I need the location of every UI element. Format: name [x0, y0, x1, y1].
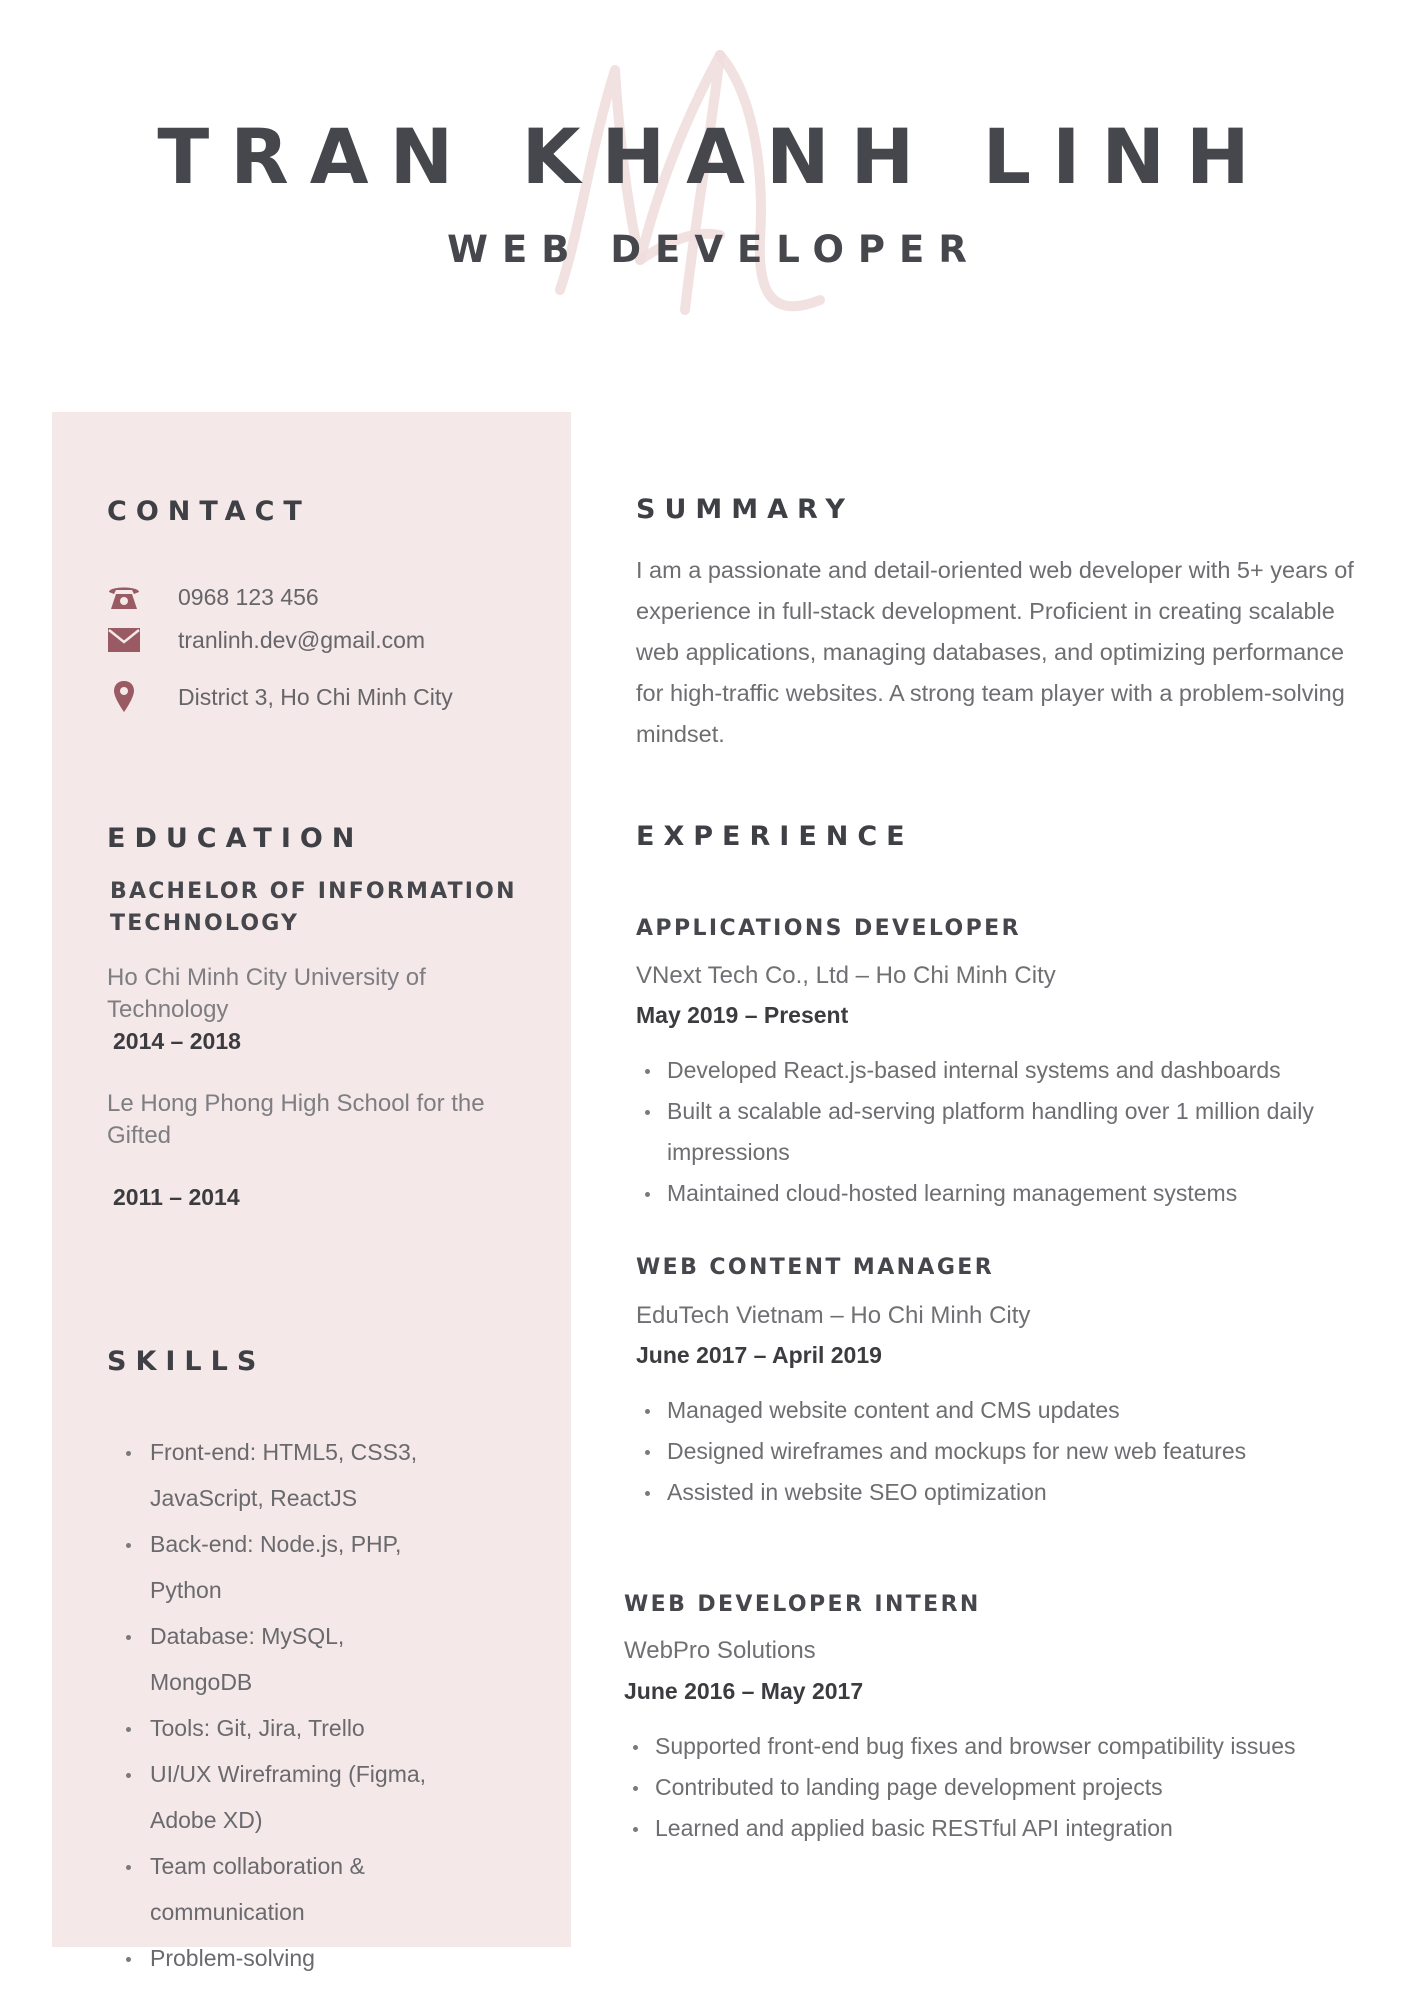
job-bullets-1	[636, 1050, 1356, 1214]
education-school-1: Ho Chi Minh City University of Technology	[107, 964, 426, 1023]
mail-icon	[107, 623, 141, 657]
list-item: Supported front-end bug fixes and browser compatibility issues	[624, 1726, 1344, 1767]
job-title-2: WEB CONTENT MANAGER	[636, 1255, 995, 1280]
job-dates-3: June 2016 – May 2017	[624, 1678, 864, 1704]
location-pin-icon	[107, 680, 141, 714]
skills-heading: SKILLS	[107, 1346, 266, 1377]
list-item: Database: MySQL, MongoDB	[120, 1613, 450, 1705]
list-item: Team collaboration & communication	[120, 1843, 450, 1935]
list-item: Front-end: HTML5, CSS3, JavaScript, ReactJS	[120, 1429, 450, 1521]
list-item: Maintained cloud-hosted learning management systems	[636, 1173, 1356, 1214]
job-company-1: VNext Tech Co., Ltd – Ho Chi Minh City	[636, 962, 1056, 989]
contact-heading: CONTACT	[107, 496, 311, 527]
contact-phone[interactable]: 0968 123 456	[178, 583, 319, 610]
candidate-role: WEB DEVELOPER	[447, 228, 981, 271]
summary-heading: SUMMARY	[636, 494, 854, 525]
contact-phone-row	[107, 580, 319, 614]
skills-list	[120, 1429, 450, 1981]
list-item: Contributed to landing page development projects	[624, 1767, 1344, 1808]
job-dates-1: May 2019 – Present	[636, 1002, 849, 1028]
education-years-2: 2011 – 2014	[113, 1184, 240, 1210]
summary-text: I am a passionate and detail-oriented web developer with 5+ years of experience in full-stack development. Proficient in creating scalable web applications, managing databases, and optimizing performance for high-traffic websites. A strong team player with a problem-solving mindset.	[636, 557, 1354, 747]
list-item: Back-end: Node.js, PHP, Python	[120, 1521, 450, 1613]
list-item: UI/UX Wireframing (Figma, Adobe XD)	[120, 1751, 450, 1843]
list-item: Problem-solving	[120, 1935, 450, 1981]
list-item: Built a scalable ad-serving platform handling over 1 million daily impressions	[636, 1091, 1356, 1173]
job-title-3: WEB DEVELOPER INTERN	[624, 1592, 981, 1617]
education-heading: EDUCATION	[107, 823, 364, 854]
contact-email-row	[107, 623, 425, 657]
candidate-name: TRAN KHANH LINH	[157, 112, 1271, 201]
education-years-1: 2014 – 2018	[113, 1028, 241, 1054]
job-company-2: EduTech Vietnam – Ho Chi Minh City	[636, 1302, 1031, 1329]
list-item: Managed website content and CMS updates	[636, 1390, 1356, 1431]
contact-address: District 3, Ho Chi Minh City	[178, 683, 453, 710]
job-bullets-2	[636, 1390, 1356, 1513]
list-item: Learned and applied basic RESTful API integration	[624, 1808, 1344, 1849]
list-item: Developed React.js-based internal systems and dashboards	[636, 1050, 1356, 1091]
contact-email[interactable]: tranlinh.dev@gmail.com	[178, 626, 426, 653]
job-title-1: APPLICATIONS DEVELOPER	[636, 916, 1021, 941]
list-item: Designed wireframes and mockups for new web features	[636, 1431, 1356, 1472]
list-item: Assisted in website SEO optimization	[636, 1472, 1356, 1513]
contact-address-row	[107, 680, 453, 714]
phone-icon	[107, 580, 141, 614]
education-school-2: Le Hong Phong High School for the Gifted	[107, 1090, 485, 1149]
job-bullets-3	[624, 1726, 1344, 1849]
education-degree: BACHELOR OF INFORMATION TECHNOLOGY	[110, 879, 517, 936]
experience-heading: EXPERIENCE	[636, 821, 914, 852]
job-dates-2: June 2017 – April 2019	[636, 1342, 882, 1368]
list-item: Tools: Git, Jira, Trello	[120, 1705, 450, 1751]
job-company-3: WebPro Solutions	[624, 1637, 816, 1664]
